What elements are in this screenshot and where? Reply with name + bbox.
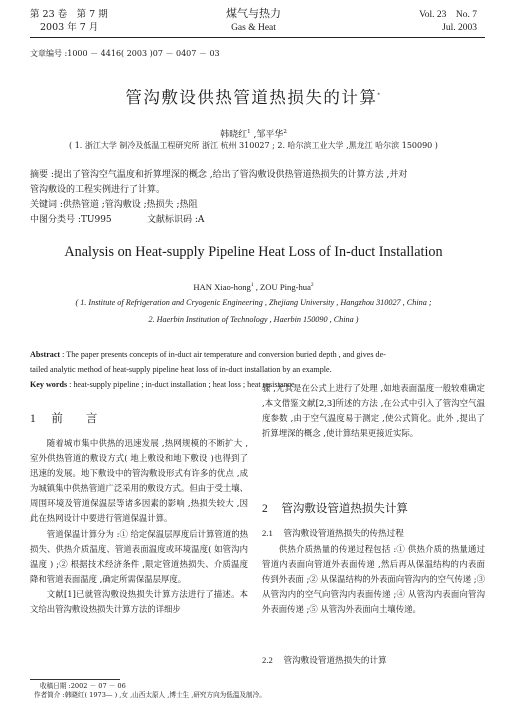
affiliation-en-2: 2. Haerbin Institution of Technology , Haerbin 150090 , China ) xyxy=(148,315,359,324)
section-1-number: 1 xyxy=(30,413,36,425)
keywords-en-text: : heat-supply pipeline ; in-duct installation ; heat loss ; heat resistance xyxy=(67,380,295,389)
left-para-1: 随着城市集中供热的迅速发展 ,热网规模的不断扩大 ,室外供热管道的敷设方式( 地上敷设和地下敷设 )也得到了迅速的发展。地下敷设中的管沟敷设形式有许多的优点 ,成为城镇集中供热管道广泛采用的敷设方式。但由于受土壤、周围环境及管道保温层等诸多因素的影响 ,热损失较大 ,因此在热网设计中要进行管道保温计算。 xyxy=(30,438,248,524)
abstract-en-line1 xyxy=(30,347,485,362)
title-footnote-mark: * xyxy=(377,92,382,99)
subsection-2-1-heading xyxy=(262,527,404,539)
section-2-title: 管沟敷设管道热损失计算 xyxy=(281,501,408,515)
journal-title-en: Gas & Heat xyxy=(231,23,276,33)
keywords-cn: 关键词 :供热管道 ;管沟敷设 ;热损失 ;热阻 xyxy=(30,200,198,210)
left-para-2: 管道保温计算分为 :① 给定保温层厚度后计算管道的热损失、供热介质温度、管道表面温度或环境温度( 如管沟内温度 ) ;② 根据技术经济条件 ,限定管道热损失、介质温度降和管道表面温度 ,确定所需保温层厚度。 xyxy=(30,528,248,584)
date-en: Jul. 2003 xyxy=(442,23,477,33)
author-han-affil: 1 xyxy=(247,129,251,135)
author-han: 韩晓红 xyxy=(220,130,248,140)
author-zou-en: , ZOU Ping-hua xyxy=(253,282,311,292)
right-para-1: 骤 ,尤其是在公式上进行了处理 ,如地表面温度一般较难确定 ,本文借鉴文献[2,3]所述的方法 ,在公式中引入了管沟空气温度参数 ,由于空气温度易于测定 ,使公式简化。此外 ,提出了折算埋深的概念 ,使计算结果更接近实际。 xyxy=(262,383,485,439)
abstract-en-label: Abstract xyxy=(30,350,61,359)
date-cn: 2003 年 7 月 xyxy=(40,22,99,33)
author-zou: ,邹平华 xyxy=(250,130,284,140)
subsection-2-1-title: 管沟敷设管道热损失的传热过程 xyxy=(283,529,404,539)
title-cn-text: 管沟敷设供热管道热损失的计算 xyxy=(125,88,378,107)
header-rule xyxy=(30,37,485,38)
keywords-en-label: Key words xyxy=(30,380,68,389)
right-para-2: 供热介质热量的传递过程包括 :① 供热介质的热量通过管道内表面向管道外表面传递 ,然后再从保温结构的内表面传到外表面 ;② 从保温结构的外表面向管沟内的空气传递 ;③ 从管沟内的空气向管沟内表面传递 ;④ 从管沟内表面向管沟外表面传递 ;⑤ 从管沟外表面向土壤传递。 xyxy=(262,544,486,615)
right-column-intro xyxy=(262,381,485,441)
title-en: Analysis on Heat-supply Pipeline Heat Loss of In-duct Installation xyxy=(64,244,443,260)
author-zou-affil: 2 xyxy=(283,129,287,135)
vol-issue-en: Vol. 23 No. 7 xyxy=(419,10,477,20)
authors-en xyxy=(0,282,507,292)
abstract-cn-line2: 管沟敷设的工程实例进行了计算。 xyxy=(30,185,166,195)
section-1-title: 前 言 xyxy=(51,411,98,425)
subsection-2-2-title: 管沟敷设管道热损失的计算 xyxy=(283,656,387,666)
section-2-number: 2 xyxy=(262,503,268,515)
affiliation-cn: ( 1. 浙江大学 制冷及低温工程研究所 浙江 杭州 310027 ; 2. 哈尔滨工业大学 ,黑龙江 哈尔滨 150090 ) xyxy=(69,141,438,150)
author-han-en: HAN Xiao-hong xyxy=(193,282,251,292)
footnote-received: 收稿日期 :2002 － 07 － 06 xyxy=(40,682,126,690)
author-han-en-affil: 1 xyxy=(250,282,254,289)
left-para-3: 文献[1]已就管沟敷设热损失计算方法进行了描述。本文给出管沟敷设热损失计算方法的详细步 xyxy=(30,588,248,615)
abstract-en-text1: : The paper presents concepts of in-duct air temperature and conversion buried depth , and gives de- xyxy=(60,350,386,359)
left-column xyxy=(30,436,248,617)
section-2-heading xyxy=(262,500,408,516)
abstract-en-line2: tailed analytic method of heat-supply pipeline heat loss of in-duct installation by an example. xyxy=(30,365,332,374)
abstract-cn-line1: 摘要 :提出了管沟空气温度和折算埋深的概念 ,给出了管沟敷设供热管道热损失的计算方法 ,并对 xyxy=(30,170,408,180)
title-cn xyxy=(0,84,507,108)
vol-issue-cn: 第 23 卷 第 7 期 xyxy=(30,9,108,20)
subsection-2-2-number: 2.2 xyxy=(262,655,273,665)
author-zou-en-affil: 2 xyxy=(310,282,314,289)
section-1-heading xyxy=(30,410,97,426)
subsection-2-2-heading xyxy=(262,654,387,666)
subsection-2-1-number: 2.1 xyxy=(262,528,273,538)
footnote-author: 作者简介 :韩晓红( 1973— ) ,女 ,山西太原人 ,博士生 ,研究方向为低温及制冷。 xyxy=(34,691,266,699)
right-column-2-1 xyxy=(262,542,485,617)
class-number: 中图分类号 :TU995 xyxy=(30,215,112,225)
document-code: 文献标识码 :A xyxy=(147,215,205,225)
article-number: 文章编号 :1000 － 4416( 2003 )07 － 0407 － 03 xyxy=(30,49,220,58)
journal-title-cn: 煤气与热力 xyxy=(226,7,281,20)
affiliation-en-1: ( 1. Institute of Refrigeration and Cryogenic Engineering , Zhejiang University , Hangzhou 310027 , China ; xyxy=(75,298,432,307)
footnote-rule xyxy=(30,679,120,680)
